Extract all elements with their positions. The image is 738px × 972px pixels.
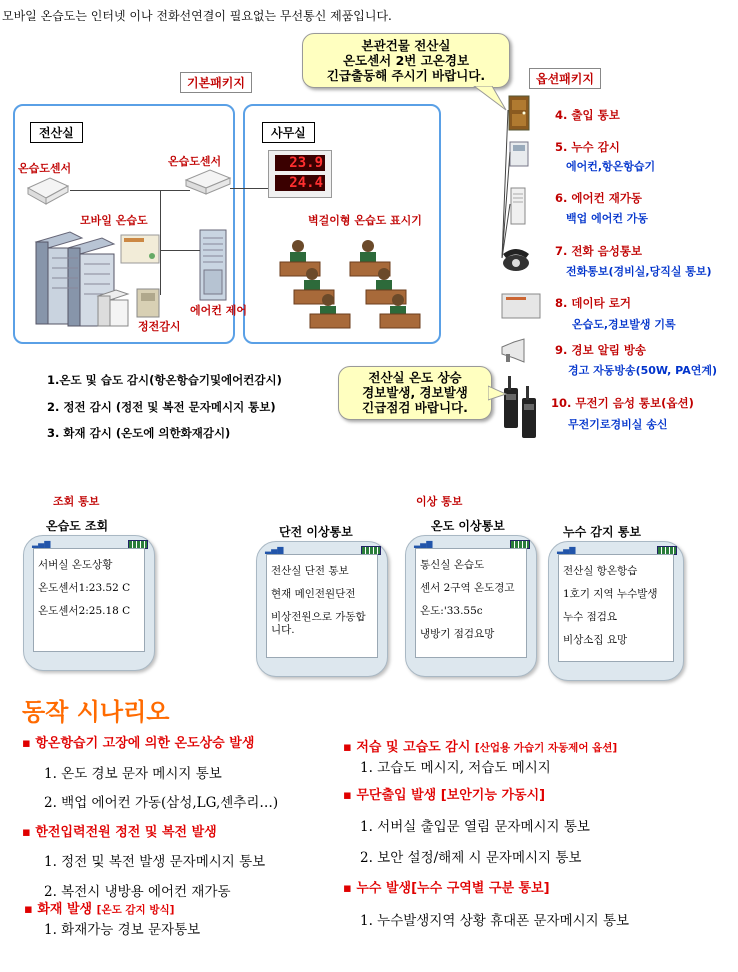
data-logger-icon — [500, 290, 542, 320]
option-title-10: 10. 무전기 음성 통보(옵션) — [551, 396, 694, 410]
office-title: 사무실 — [262, 122, 315, 143]
scenario-left-3: ▪ 화재 발생 [온도 감지 방식] — [24, 902, 175, 917]
scenario-bullet: 저습 및 고습도 감시 — [356, 740, 471, 755]
callout-line: 온도센서 2번 고온경보 — [342, 53, 470, 68]
scenario-bullet: 한전입력전원 정전 및 복전 발생 — [35, 825, 217, 840]
phone-line: 온도:'33.55c — [420, 605, 483, 617]
option-title-5: 5. 누수 감시 — [555, 140, 620, 154]
option-desc-9: 경고 자동방송(50W, PA연계) — [568, 364, 718, 377]
scenario-item: 1. 서버실 출입문 열림 문자메시지 통보 — [360, 819, 590, 835]
scenario-item: 1. 정전 및 복전 발생 문자메시지 통보 — [44, 854, 266, 870]
signal-icon: ▂▄▆ — [32, 539, 51, 548]
phone-line: 현재 메인전원단전 — [271, 588, 356, 600]
phone-line: 전산실 단전 통보 — [271, 565, 349, 577]
scenario-note: [산업용 가습기 자동제어 옵션] — [474, 742, 618, 754]
sensor-label-1: 온습도센서 — [18, 162, 72, 175]
option-title-9: 9. 경보 알림 방송 — [555, 343, 647, 357]
callout-pointer — [488, 384, 508, 404]
callout-line: 경보발생, 경보발생 — [362, 385, 468, 400]
phone-line: 통신실 온습도 — [420, 559, 485, 571]
callout-line: 전산실 온도 상승 — [368, 370, 462, 385]
phone-line: 비상전원으로 가동합니다. — [271, 611, 366, 636]
scenario-item: 2. 보안 설정/해제 시 문자메시지 통보 — [360, 850, 582, 866]
phone-screen — [266, 554, 378, 658]
phone-line: 전산실 항온항습 — [563, 565, 638, 577]
phone-caption-3: 온도 이상통보 — [431, 519, 505, 533]
phone-caption-4: 누수 감지 통보 — [563, 525, 641, 539]
aircon-control-label: 에어컨 제어 — [190, 304, 247, 317]
aircon-unit-icon — [198, 228, 228, 302]
phone-inquiry — [23, 535, 155, 671]
phone-line: 서버실 온도상황 — [38, 559, 113, 571]
basic-package-label: 기본패키지 — [180, 72, 252, 93]
scenario-item: 2. 복전시 냉방용 에어컨 재가동 — [44, 884, 231, 900]
phone-screen — [33, 548, 145, 652]
mid-alert-callout — [338, 366, 492, 420]
option-desc-8: 온습도,경보발생 기록 — [572, 318, 676, 331]
top-alert-callout — [302, 33, 510, 88]
scenario-note: [보안기능 가동시] — [440, 788, 546, 803]
power-watch-label: 정전감시 — [138, 320, 181, 333]
callout-line: 긴급점검 바랍니다. — [362, 400, 468, 415]
option-desc-5: 에어컨,항온항습기 — [566, 160, 656, 173]
inquiry-header: 조회 통보 — [53, 495, 100, 508]
ups-unit-icon — [96, 288, 130, 328]
phone-line: 누수 점검요 — [563, 611, 618, 623]
phone-line: 온도센서2:25.18 C — [38, 605, 131, 617]
intro-text: 모바일 온습도는 인터넷 이나 전화선연결이 필요없는 무선통신 제품입니다. — [2, 9, 392, 23]
phone-leak-alarm — [548, 541, 684, 681]
scenario-title: 동작 시나리오 — [22, 698, 170, 726]
scenario-right-2: ▪ 무단출입 발생 [보안기능 가동시] — [343, 788, 546, 803]
power-monitor-icon — [136, 288, 160, 318]
display-value-2: 24.4 — [275, 175, 325, 191]
scenario-left-2: ▪ 한전입력전원 정전 및 복전 발생 — [22, 825, 217, 840]
feature-3: 3. 화재 감시 (온도에 의한화재감시) — [47, 426, 231, 440]
scenario-left-1: ▪ 항온항습기 고장에 의한 온도상승 발생 — [22, 736, 255, 751]
megaphone-icon — [498, 338, 528, 364]
callout-line: 본관건물 전산실 — [361, 38, 451, 53]
server-room-title: 전산실 — [30, 122, 83, 143]
wire — [230, 188, 268, 189]
signal-icon: ▂▄▆ — [414, 539, 433, 548]
option-title-6: 6. 에어컨 재가동 — [555, 191, 643, 205]
humidity-sensor-2-icon — [184, 168, 232, 196]
scenario-item: 1. 고습도 메시지, 저습도 메시지 — [360, 760, 551, 776]
phone-temperature-alarm — [405, 535, 537, 677]
phone-line: 비상소집 요망 — [563, 634, 628, 646]
option-title-7: 7. 전화 음성통보 — [555, 244, 643, 258]
humidity-sensor-1-icon — [26, 176, 70, 206]
mobile-label: 모바일 온습도 — [80, 214, 148, 227]
scenario-bullet: 항온항습기 고장에 의한 온도상승 발생 — [35, 736, 255, 751]
option-title-8: 8. 데이타 로거 — [555, 296, 631, 310]
phone-screen — [415, 548, 527, 658]
option-desc-10: 무전기로경비실 송신 — [568, 418, 668, 431]
scenario-bullet: 화재 발생 — [37, 902, 93, 917]
wire — [160, 190, 161, 250]
callout-line: 긴급출동해 주시기 바랍니다. — [326, 68, 486, 83]
phone-screen — [558, 554, 674, 662]
optional-package-label: 옵션패키지 — [529, 68, 601, 89]
feature-2: 2. 정전 감시 (정전 및 복전 문자메시지 통보) — [47, 400, 276, 414]
signal-icon: ▂▄▆ — [265, 545, 284, 554]
wall-display-icon — [268, 150, 332, 198]
scenario-note: [온도 감지 방식] — [96, 904, 175, 916]
sensor-label-2: 온습도센서 — [168, 155, 222, 168]
scenario-item: 1. 온도 경보 문자 메시지 통보 — [44, 766, 222, 782]
feature-1: 1.온도 및 습도 감시(항온항습기및에어컨감시) — [47, 373, 282, 387]
scenario-right-1: ▪ 저습 및 고습도 감시 [산업용 가습기 자동제어 옵션] — [343, 740, 618, 755]
phone-caption-1: 온습도 조회 — [46, 519, 109, 533]
phone-line: 온도센서1:23.52 C — [38, 582, 131, 594]
phone-caption-2: 단전 이상통보 — [279, 525, 353, 539]
scenario-bullet: 누수 발생 — [356, 881, 412, 896]
office-desks-icon — [272, 234, 422, 330]
phone-line: 센서 2구역 온도경고 — [420, 582, 515, 594]
wire — [160, 250, 200, 251]
scenario-note: [누수 구역별 구분 통보] — [411, 881, 550, 896]
scenario-item: 1. 누수발생지역 상황 휴대폰 문자메시지 통보 — [360, 913, 630, 929]
display-value-1: 23.9 — [275, 155, 325, 171]
wire — [70, 190, 190, 191]
wall-display-label: 벽걸이형 온습도 표시기 — [308, 214, 422, 227]
phone-line: 1호기 지역 누수발생 — [563, 588, 658, 600]
option-connector-lines — [490, 108, 520, 278]
scenario-item: 2. 백업 에어컨 가동(삼성,LG,센추리…) — [44, 795, 279, 811]
option-desc-6: 백업 에어컨 가동 — [566, 212, 649, 225]
option-desc-7: 전화통보(경비실,당직실 통보) — [566, 265, 712, 278]
wire — [160, 250, 161, 295]
mobile-monitor-device-icon — [120, 234, 160, 264]
phone-line: 냉방기 점검요망 — [420, 628, 495, 640]
phone-power-outage — [256, 541, 388, 677]
scenario-right-3: ▪ 누수 발생[누수 구역별 구분 통보] — [343, 881, 550, 896]
scenario-item: 1. 화재가능 경보 문자통보 — [44, 922, 201, 938]
signal-icon: ▂▄▆ — [557, 545, 576, 554]
option-title-4: 4. 출입 통보 — [555, 108, 620, 122]
scenario-bullet: 무단출입 발생 — [356, 788, 437, 803]
alarm-header: 이상 통보 — [416, 495, 463, 508]
